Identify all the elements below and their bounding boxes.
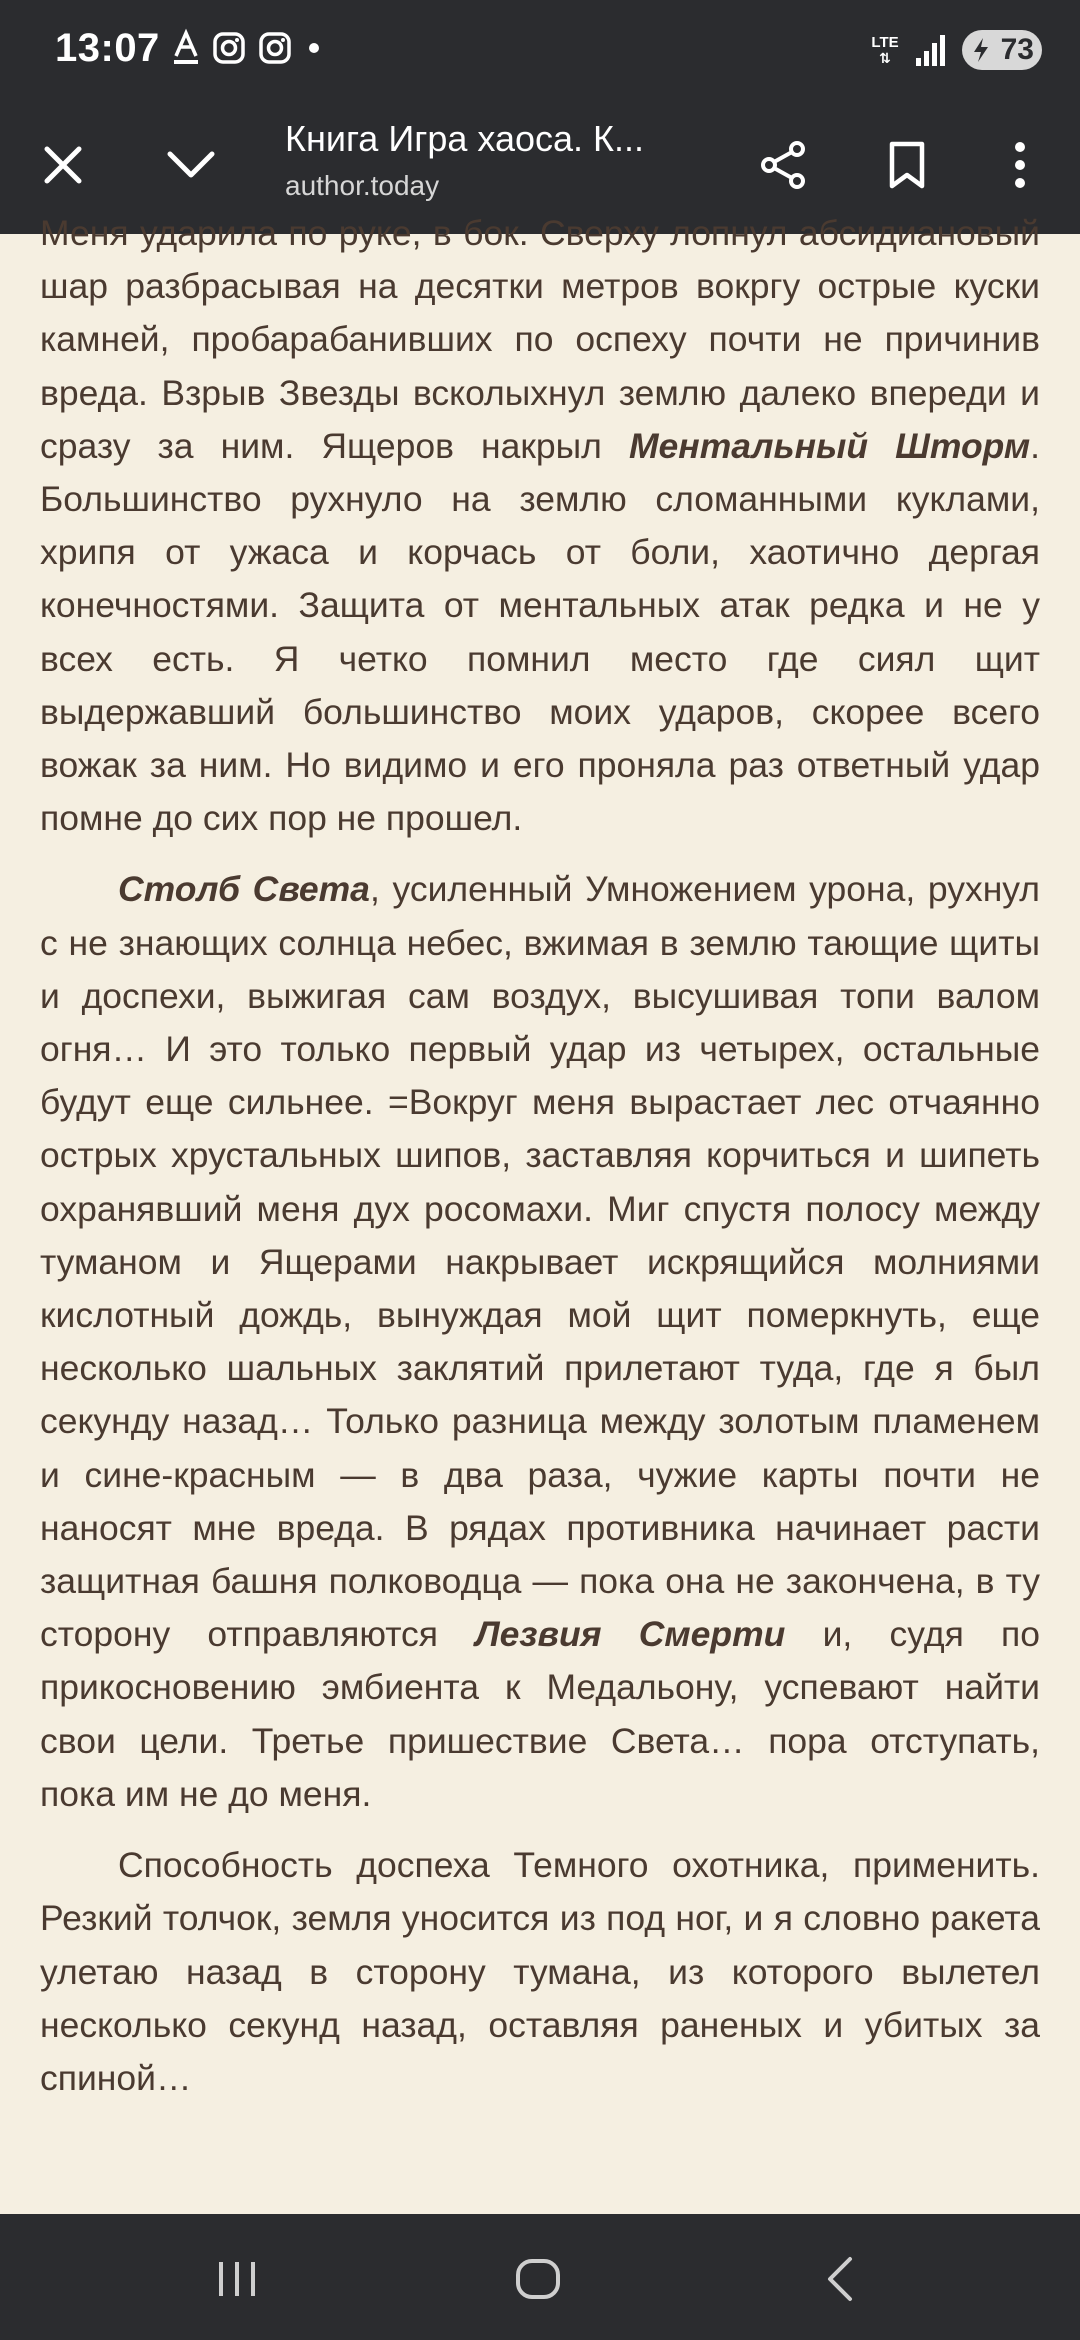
notification-icons [172, 30, 324, 66]
network-type: LTE [871, 34, 899, 51]
article-paragraph [40, 1839, 1040, 2105]
system-navigation-bar [0, 2214, 1080, 2340]
more-notifications-dot-icon [304, 31, 324, 65]
more-menu-button[interactable] [985, 130, 1055, 200]
chevron-down-icon [166, 148, 216, 182]
spell-name: Ментальный Шторм [628, 425, 1031, 466]
status-time: 13:07 [55, 26, 160, 70]
close-icon [41, 143, 85, 187]
article-paragraph [40, 207, 1040, 845]
spell-name: Столб Света [118, 869, 370, 910]
close-button[interactable] [28, 130, 98, 200]
more-vert-icon [1013, 140, 1027, 190]
text-span: , усиленный Умножением урона, рухнул с не знающих солнца небес, вжимая в землю тающие щиты и доспехи, выжигая сам воздух, высушивая топи валом огня… И это только первый удар из четырех, остальные будут еще сильнее. =Вокруг меня вырастает лес отчаянно острых хрустальных шипов, заставляя корчиться и шипеть охранявший меня дух росомахи. Миг спустя полосу между туманом и Ящерами накрывает искрящийся молниями кислотный дождь, вынуждая мой щит померкнуть, еще несколько шальных заклятий прилетают туда, где я был секунду назад… Только разница между золотым пламенем и сине-красным — в два раза, чужие карты почти не наносят мне вреда. В рядах противника начинает расти защитная башня полководца — пока она не закончена, в ту сторону отправляются [40, 869, 1040, 1655]
article-content [40, 213, 1041, 2214]
bookmark-icon [887, 140, 927, 190]
back-button[interactable] [805, 2244, 875, 2314]
text-span: . Большинство рухнуло на землю сломанными куклами, хрипя от ужаса и корчась от боли, хаотично дергая конечностями. Защита от ментальных атак редка и не у всех есть. Я четко помнил место где сиял щит выдержавший большинство моих ударов, скорее всего вожак за ним. Но видимо и его проняла раз ответный удар помне до сих пор не прошел. [40, 425, 1041, 839]
collapse-button[interactable] [156, 130, 226, 200]
signal-icon [914, 32, 948, 68]
status-bar [0, 0, 1080, 100]
network-indicator: LTE ⇅ [871, 34, 899, 66]
spell-name: Лезвия Смерти [475, 1614, 786, 1655]
instagram-icon [258, 31, 292, 65]
recents-icon [215, 2259, 259, 2299]
font-a-icon [172, 30, 200, 66]
text-span: и, судя по прикосновению эмбиента к Медальону, успевают найти свои цели. Третье пришествие Света… пора отступать, пока им не до меня. [40, 1614, 1040, 1814]
battery-level: 73 [1000, 33, 1034, 66]
charging-bolt-icon [972, 37, 990, 63]
share-icon [757, 139, 809, 191]
battery-indicator [962, 30, 1042, 70]
text-span: Меня ударила по руке, в бок. Сверху лопнул абсидиановый шар разбрасывая на десятки метров вокргу острые куски камней, пробарабанивших по оспеху почти не причинив вреда. Взрыв Звезды всколыхнул землю далеко впереди и сразу за ним. Ящеров накрыл [40, 213, 1040, 466]
home-button[interactable] [503, 2244, 573, 2314]
share-button[interactable] [748, 130, 818, 200]
home-icon [514, 2255, 562, 2303]
instagram-icon [212, 31, 246, 65]
bookmark-button[interactable] [872, 130, 942, 200]
back-icon [822, 2255, 858, 2303]
article-paragraph [40, 863, 1040, 1821]
recents-button[interactable] [202, 2244, 272, 2314]
page-url[interactable]: author.today [285, 170, 440, 201]
page-title[interactable]: Книга Игра хаоса. К... [285, 118, 645, 159]
text-span: Способность доспеха Темного охотника, применить. Резкий толчок, земля уносится из под ног, и я словно ракета улетаю назад в сторону тумана, из которого вылетел несколько секунд назад, оставляя раненых и убитых за спиной… [40, 1845, 1040, 2098]
system-indicators [870, 30, 1042, 70]
